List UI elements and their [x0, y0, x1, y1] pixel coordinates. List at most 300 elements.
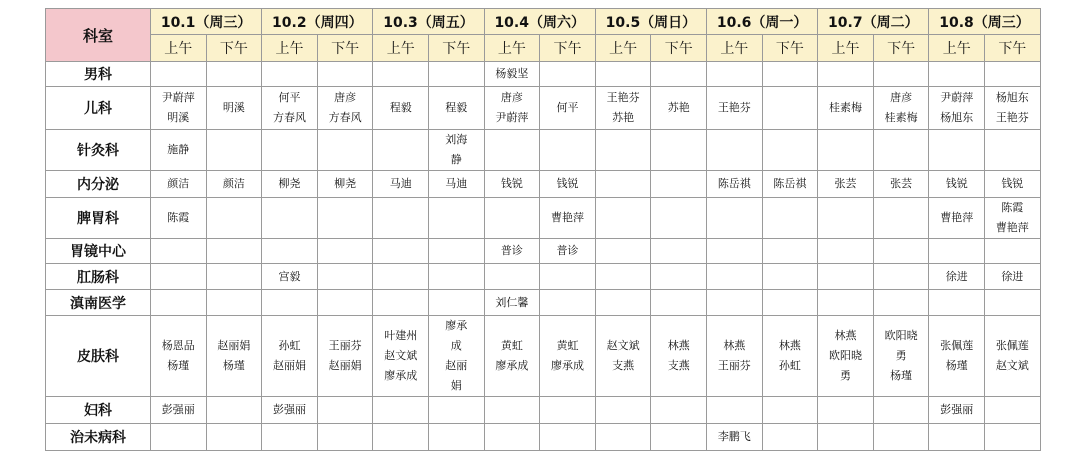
morning-shift-cell: [707, 316, 763, 397]
afternoon-shift-cell: [762, 87, 818, 130]
doctor-name: 勇: [895, 349, 907, 362]
morning-shift-cell: [262, 264, 318, 290]
morning-shift-cell: [151, 239, 207, 264]
morning-shift-cell: [262, 198, 318, 239]
afternoon-shift-cell: [206, 290, 262, 316]
doctor-name: 钱锐: [500, 177, 523, 190]
department-name: 内分泌: [46, 171, 151, 198]
schedule-row: [46, 171, 1041, 198]
department-name: 脾胃科: [46, 198, 151, 239]
doctor-name: 尹蔚萍: [495, 111, 529, 124]
morning-shift-cell: [707, 87, 763, 130]
afternoon-shift-cell: [873, 171, 929, 198]
schedule-row: [46, 397, 1041, 424]
doctor-name: 黄虹: [556, 339, 579, 352]
doctor-name: 尹蔚萍: [161, 91, 195, 104]
morning-shift-cell: [595, 198, 651, 239]
afternoon-shift-cell: [317, 198, 373, 239]
afternoon-shift-cell: [429, 397, 485, 424]
doctor-name: 明溪: [222, 101, 245, 114]
afternoon-shift-cell: [540, 264, 596, 290]
doctor-name: 尹蔚萍: [940, 91, 974, 104]
doctor-name: 赵丽: [445, 359, 468, 372]
afternoon-shift-cell: [651, 397, 707, 424]
afternoon-shift-cell: [651, 87, 707, 130]
department-name: 治未病科: [46, 424, 151, 451]
afternoon-shift-cell: [317, 264, 373, 290]
department-column-header: 科室: [46, 9, 151, 62]
afternoon-shift-cell: [651, 424, 707, 451]
doctor-name: 徐进: [945, 269, 968, 283]
morning-shift-cell: [262, 397, 318, 424]
afternoon-shift-cell: [873, 239, 929, 264]
doctor-name: 何平: [556, 101, 579, 114]
schedule-row: [46, 290, 1041, 316]
afternoon-shift-cell: [651, 62, 707, 87]
morning-shift-cell: [151, 62, 207, 87]
afternoon-header: 下午: [540, 35, 596, 62]
afternoon-shift-cell: [762, 62, 818, 87]
morning-shift-cell: [818, 424, 874, 451]
doctor-name: 张佩莲: [995, 339, 1029, 352]
morning-shift-cell: [707, 171, 763, 198]
afternoon-shift-cell: [317, 316, 373, 397]
department-name: 针灸科: [46, 130, 151, 171]
morning-shift-cell: [707, 198, 763, 239]
doctor-name: 王丽芬: [328, 339, 362, 352]
afternoon-shift-cell: [317, 290, 373, 316]
afternoon-shift-cell: [317, 397, 373, 424]
department-name: 皮肤科: [46, 316, 151, 397]
doctor-name: 何平: [278, 91, 301, 104]
morning-shift-cell: [929, 239, 985, 264]
doctor-name: 程毅: [389, 101, 412, 114]
doctor-name: 王丽芬: [717, 359, 751, 372]
morning-shift-cell: [707, 62, 763, 87]
doctor-name: 杨旭东: [995, 91, 1029, 104]
afternoon-shift-cell: [873, 424, 929, 451]
afternoon-shift-cell: [429, 316, 485, 397]
date-header: 10.2（周四）: [262, 9, 373, 35]
doctor-name: 勇: [840, 369, 852, 382]
morning-shift-cell: [929, 316, 985, 397]
morning-shift-cell: [373, 316, 429, 397]
afternoon-shift-cell: [206, 198, 262, 239]
afternoon-shift-cell: [985, 130, 1041, 171]
doctor-name: 林燕: [834, 329, 857, 342]
afternoon-shift-cell: [985, 316, 1041, 397]
morning-shift-cell: [595, 264, 651, 290]
doctor-name: 陈霞: [1001, 201, 1024, 214]
afternoon-shift-cell: [651, 239, 707, 264]
morning-shift-cell: [484, 290, 540, 316]
date-header: 10.4（周六）: [484, 9, 595, 35]
doctor-name: 普诊: [556, 244, 579, 257]
doctor-name: 曹艳萍: [995, 221, 1029, 234]
morning-shift-cell: [151, 87, 207, 130]
afternoon-shift-cell: [762, 130, 818, 171]
morning-shift-cell: [707, 239, 763, 264]
doctor-name: 张佩莲: [940, 339, 974, 352]
morning-shift-cell: [818, 87, 874, 130]
morning-shift-cell: [262, 424, 318, 451]
date-header: 10.3（周五）: [373, 9, 484, 35]
morning-shift-cell: [929, 87, 985, 130]
morning-shift-cell: [373, 424, 429, 451]
morning-shift-cell: [818, 316, 874, 397]
doctor-name: 陈岳祺: [773, 177, 807, 190]
date-header: 10.1（周三）: [151, 9, 262, 35]
morning-shift-cell: [373, 87, 429, 130]
afternoon-shift-cell: [985, 62, 1041, 87]
afternoon-shift-cell: [651, 316, 707, 397]
afternoon-shift-cell: [429, 239, 485, 264]
afternoon-shift-cell: [429, 87, 485, 130]
morning-header: 上午: [262, 35, 318, 62]
morning-shift-cell: [151, 171, 207, 198]
afternoon-shift-cell: [206, 130, 262, 171]
morning-shift-cell: [707, 130, 763, 171]
doctor-name: 颜洁: [222, 177, 245, 190]
morning-shift-cell: [929, 198, 985, 239]
morning-shift-cell: [484, 198, 540, 239]
afternoon-header: 下午: [651, 35, 707, 62]
doctor-name: 马迪: [389, 177, 412, 190]
afternoon-shift-cell: [540, 239, 596, 264]
duty-schedule-table: [45, 8, 1041, 451]
doctor-name: 唐彦: [500, 91, 523, 104]
afternoon-shift-cell: [873, 62, 929, 87]
afternoon-shift-cell: [873, 87, 929, 130]
doctor-name: 廖承成: [384, 369, 418, 382]
morning-shift-cell: [484, 87, 540, 130]
morning-shift-cell: [707, 397, 763, 424]
morning-shift-cell: [373, 264, 429, 290]
afternoon-shift-cell: [985, 264, 1041, 290]
doctor-name: 钱锐: [1001, 177, 1024, 190]
morning-shift-cell: [595, 87, 651, 130]
afternoon-shift-cell: [429, 290, 485, 316]
schedule-row: [46, 424, 1041, 451]
afternoon-shift-cell: [873, 290, 929, 316]
afternoon-shift-cell: [873, 264, 929, 290]
morning-shift-cell: [929, 290, 985, 316]
afternoon-header: 下午: [317, 35, 373, 62]
doctor-name: 陈岳祺: [717, 177, 751, 190]
afternoon-shift-cell: [762, 316, 818, 397]
doctor-name: 廖承: [445, 319, 468, 332]
afternoon-shift-cell: [206, 62, 262, 87]
doctor-name: 杨旭东: [940, 111, 974, 124]
afternoon-shift-cell: [206, 264, 262, 290]
morning-shift-cell: [484, 316, 540, 397]
doctor-name: 唐彦: [334, 91, 357, 104]
morning-shift-cell: [595, 397, 651, 424]
afternoon-shift-cell: [429, 62, 485, 87]
doctor-name: 赵丽娟: [328, 359, 362, 372]
afternoon-shift-cell: [985, 397, 1041, 424]
morning-shift-cell: [373, 62, 429, 87]
doctor-name: 彭强丽: [273, 403, 306, 416]
afternoon-shift-cell: [985, 290, 1041, 316]
doctor-name: 叶建州: [384, 329, 418, 342]
morning-shift-cell: [484, 130, 540, 171]
department-name: 胃镜中心: [46, 239, 151, 264]
afternoon-shift-cell: [651, 130, 707, 171]
afternoon-shift-cell: [317, 424, 373, 451]
morning-shift-cell: [707, 290, 763, 316]
afternoon-shift-cell: [873, 198, 929, 239]
doctor-name: 静: [450, 153, 462, 166]
morning-shift-cell: [373, 198, 429, 239]
doctor-name: 孙虹: [778, 359, 801, 372]
doctor-name: 李鹏飞: [717, 430, 751, 443]
doctor-name: 杨瑾: [167, 359, 190, 372]
morning-shift-cell: [262, 239, 318, 264]
afternoon-shift-cell: [206, 397, 262, 424]
afternoon-shift-cell: [429, 264, 485, 290]
department-name: 儿科: [46, 87, 151, 130]
doctor-name: 支燕: [667, 359, 690, 372]
afternoon-shift-cell: [317, 239, 373, 264]
doctor-name: 柳尧: [334, 177, 357, 190]
morning-header: 上午: [373, 35, 429, 62]
afternoon-header: 下午: [762, 35, 818, 62]
afternoon-shift-cell: [873, 397, 929, 424]
morning-shift-cell: [818, 171, 874, 198]
afternoon-shift-cell: [762, 239, 818, 264]
doctor-name: 曹艳萍: [940, 211, 974, 224]
morning-shift-cell: [373, 130, 429, 171]
morning-header: 上午: [484, 35, 540, 62]
morning-shift-cell: [484, 62, 540, 87]
morning-shift-cell: [595, 239, 651, 264]
afternoon-shift-cell: [762, 198, 818, 239]
morning-shift-cell: [595, 171, 651, 198]
doctor-name: 杨瑾: [222, 359, 245, 372]
morning-shift-cell: [151, 290, 207, 316]
afternoon-shift-cell: [317, 171, 373, 198]
schedule-row: [46, 239, 1041, 264]
morning-shift-cell: [595, 130, 651, 171]
morning-shift-cell: [262, 87, 318, 130]
doctor-name: 程毅: [445, 101, 468, 114]
doctor-name: 唐彦: [890, 91, 913, 104]
afternoon-shift-cell: [985, 424, 1041, 451]
doctor-name: 苏艳: [612, 111, 635, 124]
morning-shift-cell: [818, 130, 874, 171]
doctor-name: 欧阳晓: [884, 329, 918, 342]
afternoon-shift-cell: [317, 87, 373, 130]
afternoon-header: 下午: [985, 35, 1041, 62]
morning-shift-cell: [595, 316, 651, 397]
morning-shift-cell: [929, 171, 985, 198]
afternoon-header: 下午: [429, 35, 485, 62]
afternoon-shift-cell: [762, 290, 818, 316]
afternoon-shift-cell: [540, 130, 596, 171]
doctor-name: 钱锐: [945, 177, 968, 190]
header-date-row: [46, 9, 1041, 35]
afternoon-shift-cell: [540, 290, 596, 316]
afternoon-shift-cell: [762, 171, 818, 198]
morning-shift-cell: [595, 424, 651, 451]
afternoon-shift-cell: [206, 316, 262, 397]
doctor-name: 支燕: [612, 359, 635, 372]
header-halfday-row: [46, 35, 1041, 62]
morning-shift-cell: [151, 130, 207, 171]
doctor-name: 杨恩品: [161, 339, 195, 352]
date-header: 10.5（周日）: [595, 9, 706, 35]
doctor-name: 赵文斌: [606, 339, 640, 352]
doctor-name: 柳尧: [278, 177, 301, 190]
doctor-name: 林燕: [667, 339, 690, 352]
morning-header: 上午: [818, 35, 874, 62]
doctor-name: 杨毅坚: [495, 67, 529, 80]
afternoon-shift-cell: [206, 87, 262, 130]
doctor-name: 彭强丽: [940, 403, 974, 416]
doctor-name: 徐进: [1001, 269, 1024, 283]
morning-header: 上午: [595, 35, 651, 62]
morning-shift-cell: [818, 239, 874, 264]
afternoon-shift-cell: [317, 130, 373, 171]
schedule-row: [46, 316, 1041, 397]
afternoon-shift-cell: [873, 316, 929, 397]
schedule-row: [46, 264, 1041, 290]
doctor-name: 赵丽娟: [273, 359, 306, 372]
doctor-name: 彭强丽: [161, 403, 195, 416]
morning-shift-cell: [484, 264, 540, 290]
department-name: 妇科: [46, 397, 151, 424]
afternoon-shift-cell: [429, 130, 485, 171]
afternoon-shift-cell: [206, 171, 262, 198]
afternoon-shift-cell: [540, 316, 596, 397]
doctor-name: 马迪: [445, 177, 468, 190]
doctor-name: 桂素梅: [829, 101, 863, 114]
morning-shift-cell: [707, 264, 763, 290]
afternoon-shift-cell: [429, 198, 485, 239]
morning-shift-cell: [818, 198, 874, 239]
morning-shift-cell: [818, 264, 874, 290]
schedule-row: [46, 130, 1041, 171]
doctor-name: 刘海: [445, 133, 468, 146]
morning-shift-cell: [929, 130, 985, 171]
afternoon-shift-cell: [429, 424, 485, 451]
morning-shift-cell: [151, 316, 207, 397]
doctor-name: 张芸: [890, 177, 913, 190]
afternoon-shift-cell: [873, 130, 929, 171]
doctor-name: 廖承成: [495, 359, 529, 372]
morning-shift-cell: [818, 397, 874, 424]
doctor-name: 王艳芬: [717, 101, 751, 114]
doctor-name: 黄虹: [500, 339, 523, 352]
morning-shift-cell: [151, 397, 207, 424]
morning-shift-cell: [929, 264, 985, 290]
doctor-name: 方春风: [328, 111, 362, 124]
morning-shift-cell: [151, 424, 207, 451]
morning-shift-cell: [929, 397, 985, 424]
doctor-name: 张芸: [834, 177, 857, 190]
doctor-name: 苏艳: [667, 101, 690, 114]
doctor-name: 孙虹: [278, 339, 301, 352]
afternoon-shift-cell: [540, 198, 596, 239]
morning-shift-cell: [818, 290, 874, 316]
afternoon-shift-cell: [651, 264, 707, 290]
date-header: 10.6（周一）: [707, 9, 818, 35]
morning-shift-cell: [151, 198, 207, 239]
afternoon-shift-cell: [762, 264, 818, 290]
doctor-name: 王艳芬: [995, 111, 1029, 124]
doctor-name: 钱锐: [556, 177, 579, 190]
afternoon-shift-cell: [762, 397, 818, 424]
doctor-name: 施静: [167, 143, 190, 156]
morning-shift-cell: [373, 171, 429, 198]
department-name: 男科: [46, 62, 151, 87]
doctor-name: 王艳芬: [606, 91, 640, 104]
morning-shift-cell: [262, 316, 318, 397]
afternoon-header: 下午: [206, 35, 262, 62]
morning-shift-cell: [151, 264, 207, 290]
doctor-name: 赵丽娟: [217, 339, 251, 352]
afternoon-shift-cell: [762, 424, 818, 451]
doctor-name: 明溪: [167, 111, 190, 124]
doctor-name: 林燕: [723, 339, 746, 352]
doctor-name: 赵文斌: [384, 349, 418, 362]
doctor-name: 桂素梅: [884, 111, 918, 124]
afternoon-shift-cell: [540, 62, 596, 87]
afternoon-shift-cell: [985, 239, 1041, 264]
morning-shift-cell: [929, 424, 985, 451]
afternoon-shift-cell: [429, 171, 485, 198]
morning-shift-cell: [707, 424, 763, 451]
afternoon-shift-cell: [317, 62, 373, 87]
doctor-name: 陈霞: [167, 211, 190, 224]
doctor-name: 廖承成: [551, 359, 584, 372]
doctor-name: 普诊: [500, 244, 523, 257]
doctor-name: 赵文斌: [995, 359, 1029, 372]
morning-shift-cell: [595, 62, 651, 87]
afternoon-shift-cell: [651, 198, 707, 239]
morning-shift-cell: [595, 290, 651, 316]
doctor-name: 宫毅: [278, 269, 301, 283]
afternoon-header: 下午: [873, 35, 929, 62]
morning-shift-cell: [262, 290, 318, 316]
morning-header: 上午: [929, 35, 985, 62]
doctor-name: 娟: [450, 379, 462, 392]
department-name: 滇南医学: [46, 290, 151, 316]
doctor-name: 杨瑾: [945, 359, 968, 372]
afternoon-shift-cell: [206, 424, 262, 451]
date-header: 10.7（周二）: [818, 9, 929, 35]
morning-shift-cell: [929, 62, 985, 87]
afternoon-shift-cell: [985, 87, 1041, 130]
afternoon-shift-cell: [651, 290, 707, 316]
morning-header: 上午: [707, 35, 763, 62]
doctor-name: 曹艳萍: [551, 211, 584, 224]
afternoon-shift-cell: [540, 171, 596, 198]
morning-shift-cell: [818, 62, 874, 87]
schedule-row: [46, 198, 1041, 239]
morning-shift-cell: [373, 397, 429, 424]
morning-shift-cell: [373, 239, 429, 264]
afternoon-shift-cell: [540, 87, 596, 130]
morning-header: 上午: [151, 35, 207, 62]
schedule-row: [46, 87, 1041, 130]
morning-shift-cell: [484, 239, 540, 264]
morning-shift-cell: [262, 62, 318, 87]
afternoon-shift-cell: [206, 239, 262, 264]
afternoon-shift-cell: [540, 424, 596, 451]
date-header: 10.8（周三）: [929, 9, 1040, 35]
